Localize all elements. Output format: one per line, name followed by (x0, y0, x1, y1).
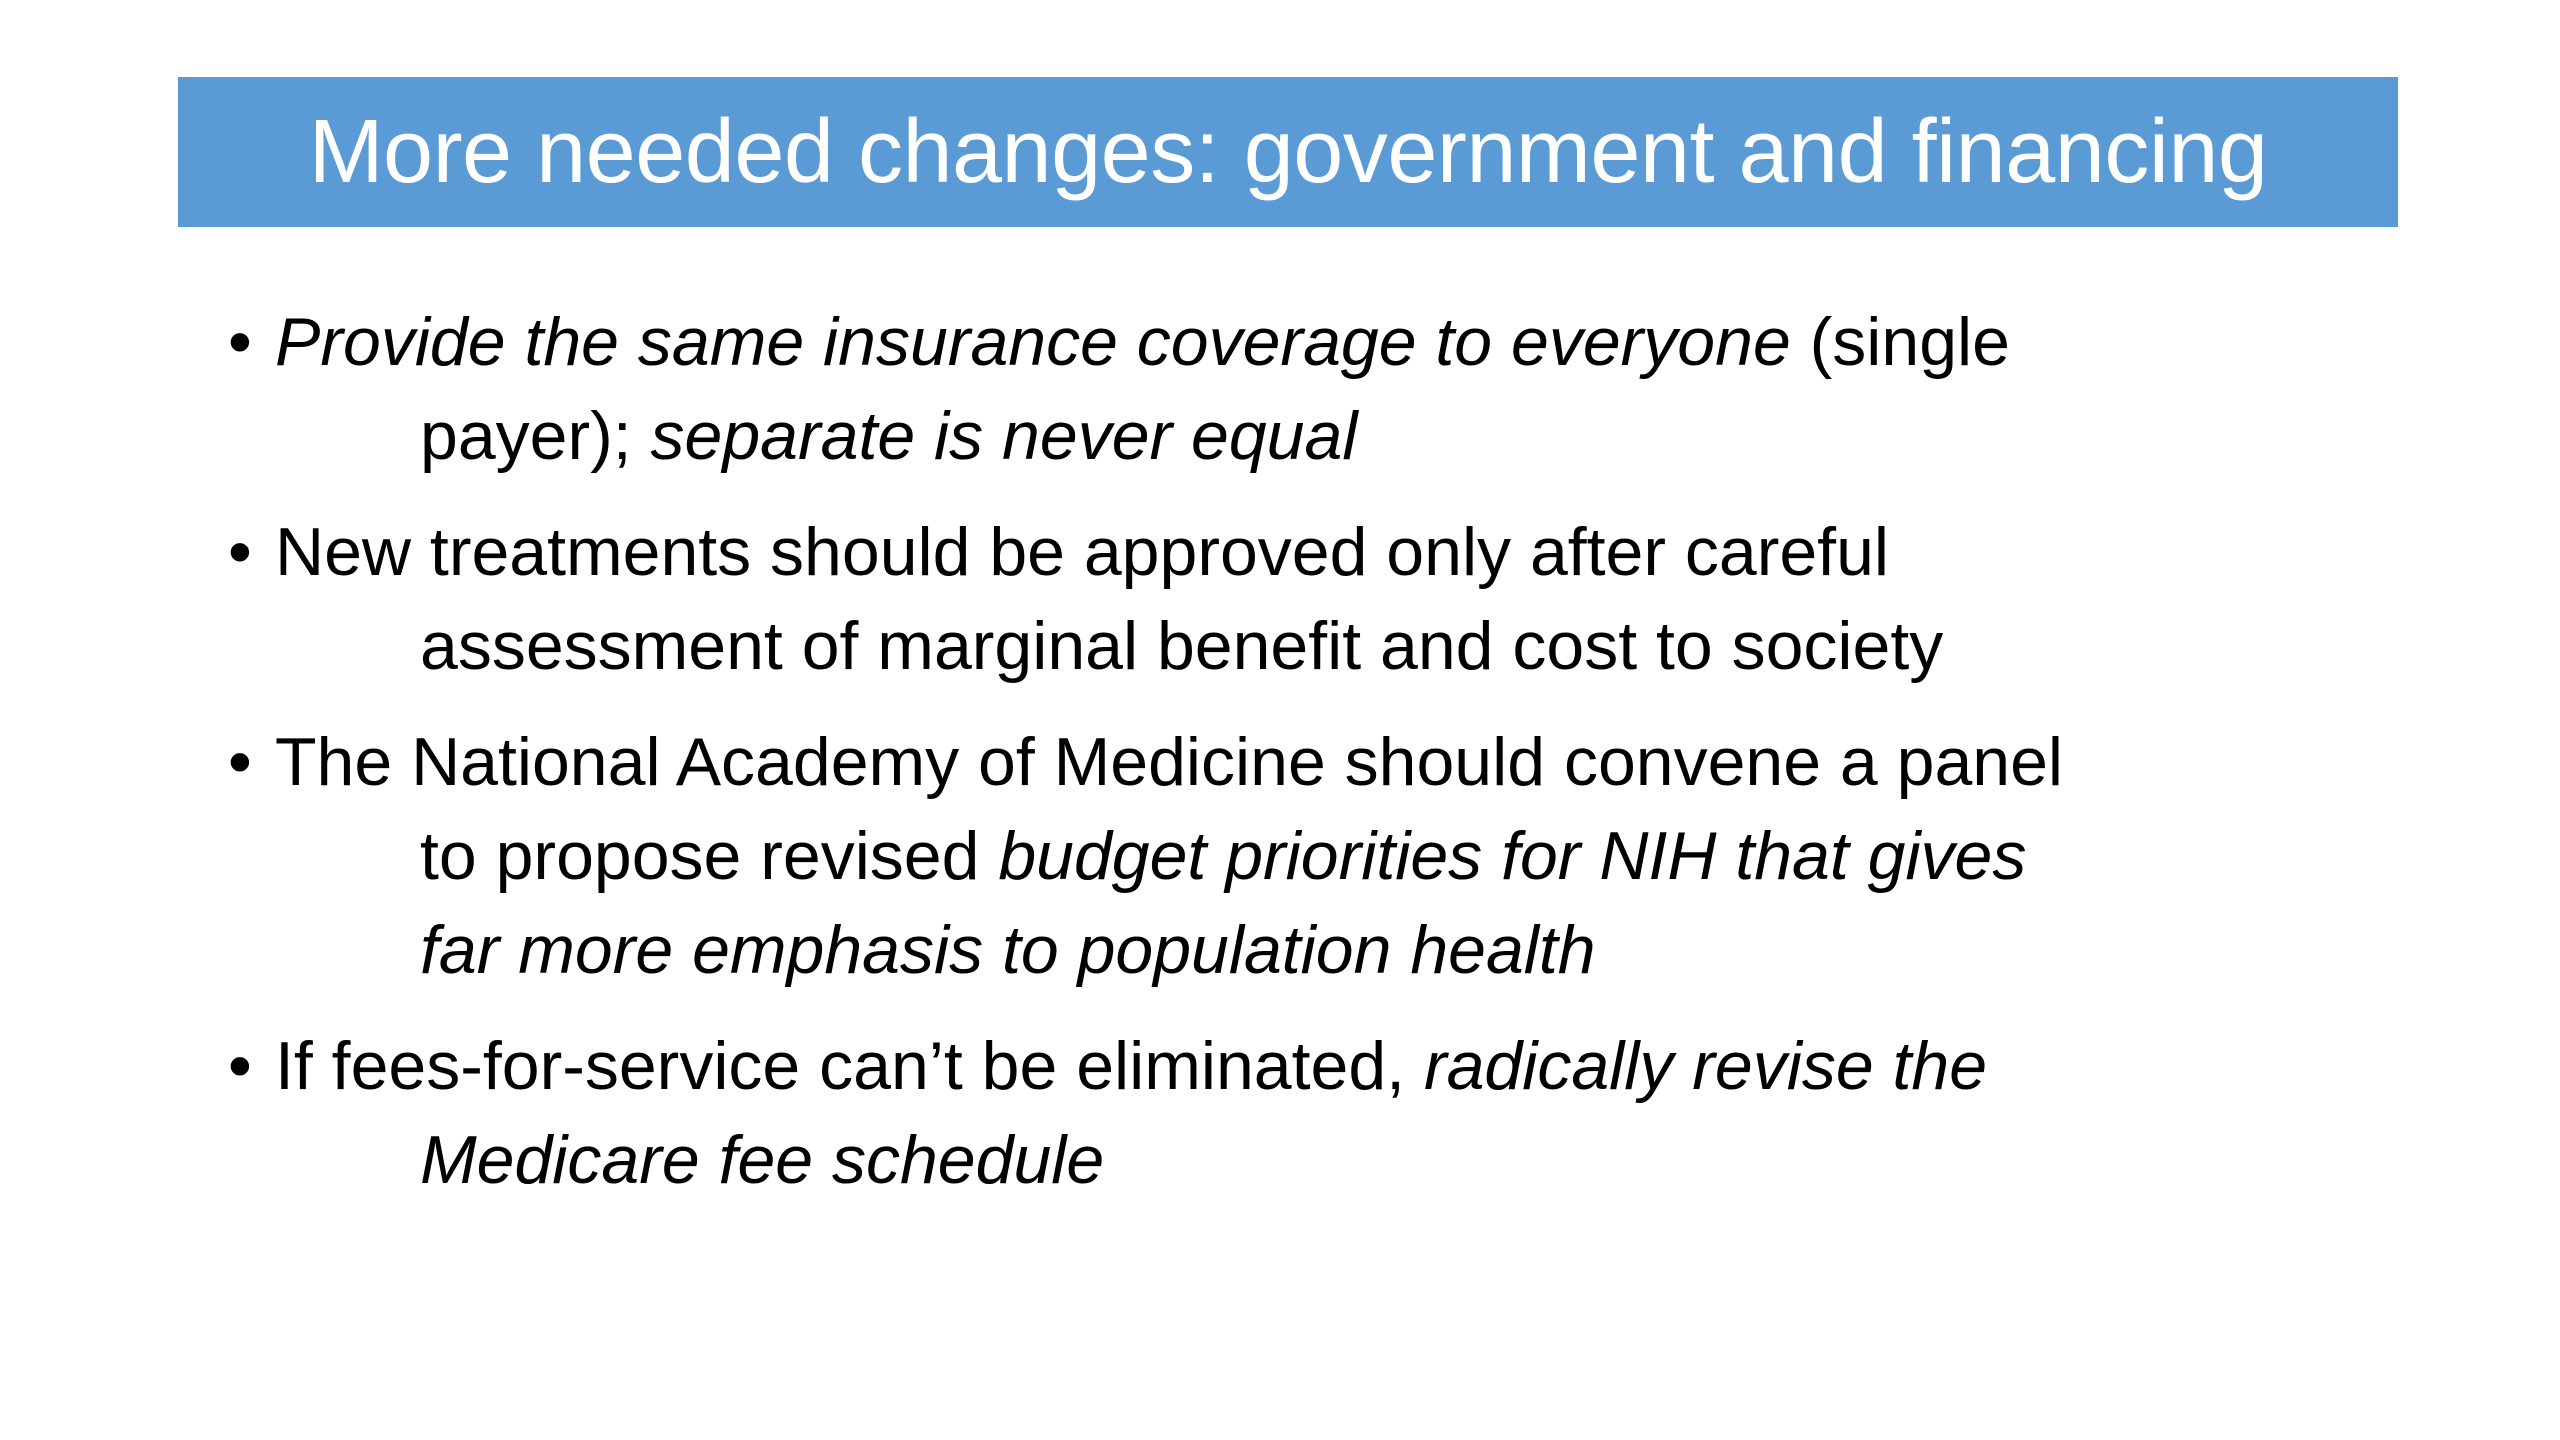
bullet-3-line-2 (275, 809, 2400, 903)
bullet-1-text: (single (1790, 304, 2010, 380)
bullet-3-line-1: The National Academy of Medicine should convene a panel (275, 724, 2064, 800)
bullet-3-text-2: to propose revised (420, 818, 999, 894)
bullet-1-text-2: payer); (420, 398, 651, 474)
title-bar (178, 77, 2398, 227)
bullet-dot-icon: • (228, 514, 252, 590)
bullet-item-3 (220, 715, 2400, 997)
bullet-list (220, 295, 2400, 1229)
bullet-dot-icon: • (228, 1028, 252, 1104)
bullet-dot-icon: • (228, 724, 252, 800)
bullet-4-emphasis: radically revise the (1423, 1028, 1988, 1104)
slide-title: More needed changes: government and financing (308, 102, 2268, 202)
bullet-1-line-1 (275, 295, 2400, 389)
bullet-3-emphasis: budget priorities for NIH that gives (998, 818, 2027, 894)
bullet-1-emphasis-2: separate is never equal (650, 398, 1358, 474)
bullet-4-text: If fees-for-service can’t be eliminated, (275, 1028, 1424, 1104)
bullet-dot-icon: • (228, 304, 252, 380)
bullet-2-line-2: assessment of marginal benefit and cost to society (420, 608, 1944, 684)
bullet-item-1 (220, 295, 2400, 483)
bullet-4-line-1 (275, 1019, 2400, 1113)
bullet-3-line-3: far more emphasis to population health (420, 912, 1596, 988)
bullet-item-4 (220, 1019, 2400, 1207)
bullet-2-line-1: New treatments should be approved only after careful (275, 514, 1890, 590)
bullet-1-emphasis: Provide the same insurance coverage to everyone (275, 304, 1791, 380)
bullet-item-2 (220, 505, 2400, 693)
bullet-1-line-2 (275, 389, 2400, 483)
bullet-4-line-2: Medicare fee schedule (420, 1122, 1105, 1198)
